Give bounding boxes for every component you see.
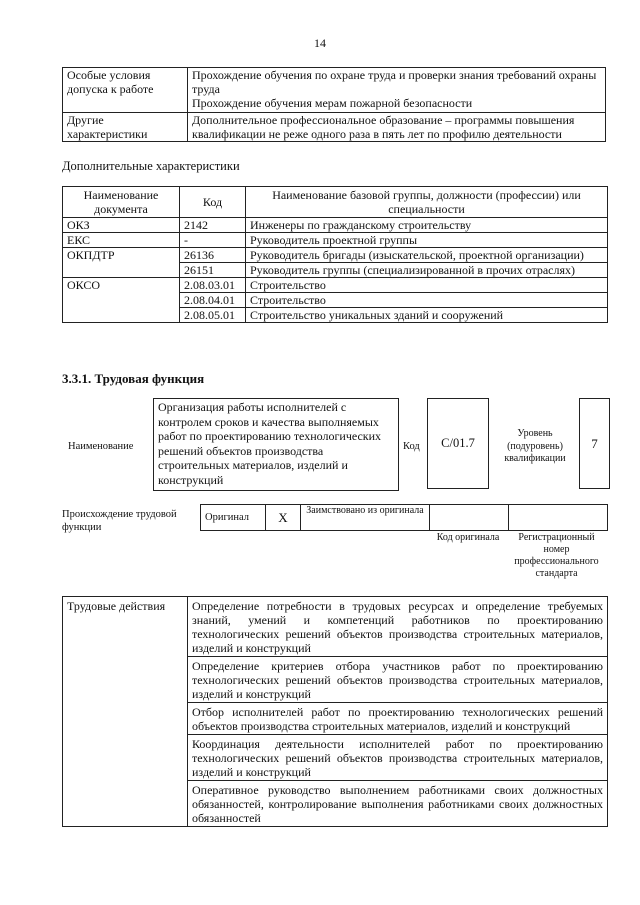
reg-caption: Регистрационный номер профессионального стандарта [514, 532, 599, 579]
level-label: Уровень (подуровень) квалификации [504, 428, 566, 464]
cell-code: 2.08.05.01 [180, 308, 246, 323]
function-code: С/01.7 [427, 398, 489, 489]
code-caption: Код оригинала [436, 532, 500, 543]
cell-name: Инженеры по гражданскому строительству [246, 218, 608, 233]
cell-name: Руководитель проектной группы [246, 233, 608, 248]
code-label: Код [403, 441, 420, 452]
level-value: 7 [579, 398, 610, 489]
cell-code: 2.08.03.01 [180, 278, 246, 293]
action-item: Определение потребности в трудовых ресурсах и определение требуемых знаний, умений и компетенций работников по проектированию технологических решений объектов производства строительных материалов, изделий и конструкций [188, 597, 607, 657]
table-row [63, 248, 608, 263]
origin-label: Происхождение трудовой функции [62, 509, 177, 533]
condition-line: Прохождение обучения по охране труда и проверки знания требований охраны труда [192, 68, 597, 96]
table-row [63, 597, 608, 827]
table-row [63, 68, 606, 113]
action-item: Оперативное руководство выполнением работниками своих должностных обязанностей, контролирование выполнения работниками своих должностных обязанностей [192, 783, 603, 825]
original-label: Оригинал [201, 505, 266, 531]
doc-codes-table [62, 186, 608, 323]
actions-label: Трудовые действия [63, 597, 188, 827]
table-row [63, 278, 608, 293]
cell-code: 2142 [180, 218, 246, 233]
cell-doc: ОКЗ [63, 218, 180, 233]
cell-name: Строительство [246, 278, 608, 293]
cell-code: 26151 [180, 263, 246, 278]
cell-code: 26136 [180, 248, 246, 263]
cell-doc: ОКПДТР [63, 248, 180, 278]
action-item: Отбор исполнителей работ по проектированию технологических решений объектов производства строительных материалов, изделий и конструкций [188, 703, 607, 735]
header-code: Код [180, 187, 246, 218]
function-name: Организация работы исполнителей с контролем сроков и качества выполняемых работ по проектированию технологических решений объектов производства строительных материалов, изделий и конструкций [153, 398, 399, 491]
function-heading: 3.3.1. Трудовая функция [62, 371, 205, 386]
condition-label: Особые условия допуска к работе [63, 68, 188, 113]
cell-name: Руководитель бригады (изыскательской, проектной организации) [246, 248, 608, 263]
action-item: Определение критериев отбора участников работ по проектированию технологических решений объектов производства строительных материалов, изделий и конструкций [188, 657, 607, 703]
cell-doc: ЕКС [63, 233, 180, 248]
cell-code: 2.08.04.01 [180, 293, 246, 308]
additional-heading: Дополнительные характеристики [62, 159, 240, 173]
table-row [201, 505, 608, 531]
page-number: 14 [314, 36, 326, 50]
table-header-row [63, 187, 608, 218]
table-row [63, 218, 608, 233]
cell-name: Строительство [246, 293, 608, 308]
actions-list [188, 597, 608, 827]
conditions-table [62, 67, 606, 142]
condition-text [188, 113, 606, 142]
condition-text [188, 68, 606, 113]
cell-doc: ОКСО [63, 278, 180, 323]
header-doc: Наименование документа [63, 187, 180, 218]
table-row [63, 233, 608, 248]
table-row [63, 113, 606, 142]
actions-table [62, 596, 608, 827]
original-mark: X [266, 505, 301, 531]
reg-number-cell [509, 505, 608, 531]
condition-line: Прохождение обучения мерам пожарной безопасности [192, 96, 473, 110]
condition-line: Дополнительное профессиональное образование – программы повышения квалификации не реже одного раза в пять лет по профилю деятельности [192, 113, 575, 141]
original-code-cell [430, 505, 509, 531]
borrowed-label: Заимствовано из оригинала [301, 505, 430, 531]
action-item: Координация деятельности исполнителей работ по проектированию технологических решений объектов производства строительных материалов, изделий и конструкций [188, 735, 607, 781]
header-name: Наименование базовой группы, должности (профессии) или специальности [246, 187, 608, 218]
origin-table [200, 504, 608, 531]
cell-code: - [180, 233, 246, 248]
condition-label: Другие характеристики [63, 113, 188, 142]
name-label: Наименование [68, 441, 134, 452]
cell-name: Строительство уникальных зданий и сооружений [246, 308, 608, 323]
cell-name: Руководитель группы (специализированной в прочих отраслях) [246, 263, 608, 278]
